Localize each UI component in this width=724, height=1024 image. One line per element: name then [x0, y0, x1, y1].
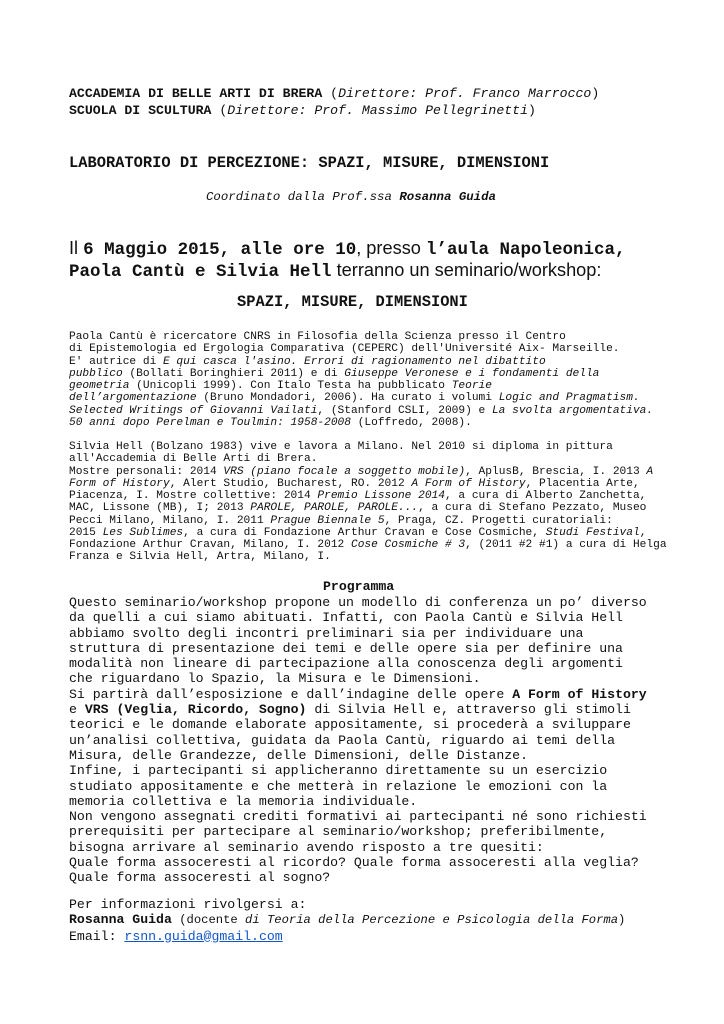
announcement-line-2: Paola Cantù e Silvia Hell terranno un seminario/workshop:	[69, 260, 602, 282]
lab-title: LABORATORIO DI PERCEZIONE: SPAZI, MISURE, DIMENSIONI	[69, 154, 550, 172]
event-place: l’aula Napoleonica,	[425, 240, 626, 260]
seminar-title: SPAZI, MISURE, DIMENSIONI	[237, 293, 468, 311]
bio-paola-cantu: Paola Cantù è ricercatore CNRS in Filosofia della Scienza presso il Centro di Epistemologia ed Ergologia Comparativa (CEPERC) dell'Université Aix- Marseille. E' autrice di E qui casca l'asino. Errori di ragionamento nel dibattito pubblico (Bollati Boringhieri 2011) e di Giuseppe Veronese e i fondamenti della geometria (Unicopli 1999). Con Italo Testa ha pubblicato Teorie dell’argomentazione (Bruno Mondadori, 2006). Ha curato i volumi Logic and Pragmatism. Selected Writings of Giovanni Vailati, (Stanford CSLI, 2009) e La svolta argomentativa. 50 anni dopo Perelman e Toulmin: 1958-2008 (Loffredo, 2008).	[69, 331, 654, 429]
email-link[interactable]: rsnn.guida@gmail.com	[124, 928, 283, 944]
program-text: Questo seminario/workshop propone un modello di conferenza un po’ diverso da quelli a cui siamo abituati. Infatti, con Paola Cantù e Silvia Hell abbiamo svolto degli incontri preliminari sia per individuare una struttura di presentazione dei temi e delle opere sia per definire una modalità non lineare di partecipazione alla conoscenza degli argomenti che riguardano lo Spazio, la Misura e le Dimensioni. Si partirà dall’esposizione e dall’indagine delle opere A Form of History e VRS (Veglia, Ricordo, Sogno) di Silvia Hell e, attraverso gli stimoli teorici e le domande elaborate appositamente, si procederà a sviluppare un’analisi collettiva, guidata da Paola Cantù, riguardo ai temi della Misura, delle Grandezze, delle Dimensioni, delle Distanze. Infine, i partecipanti si applicheranno direttamente su un esercizio studiato appositamente e che metterà in relazione le emozioni con la memoria collettiva e la memoria individuale. Non vengono assegnati crediti formativi ai partecipanti né sono richiesti prerequisiti per partecipare al seminario/workshop; preferibilmente, bisogna arrivare al seminario avendo risposto a tre quesiti: Quale forma assoceresti al ricordo? Quale forma assoceresti alla veglia? Quale forma assoceresti al sogno?	[69, 595, 647, 886]
event-date: 6 Maggio 2015, alle ore 10	[83, 240, 357, 260]
coordinator-name: Rosanna Guida	[399, 190, 496, 204]
contact-section: Per informazioni rivolgersi a: Rosanna Guida (docente di Teoria della Percezione e Psicologia della Forma) Email: rsnn.guida@gmail.com	[69, 897, 626, 944]
school-name: SCUOLA DI SCULTURA	[69, 103, 212, 118]
email-label: Email:	[69, 928, 125, 944]
academy-director: Direttore: Prof. Franco Marrocco	[338, 86, 592, 101]
school-director: Direttore: Prof. Massimo Pellegrinetti	[227, 103, 529, 118]
announcement-line-1: Il 6 Maggio 2015, alle ore 10, presso l’aula Napoleonica,	[69, 238, 626, 260]
contact-intro: Per informazioni rivolgersi a:	[69, 897, 307, 912]
coordinator-prefix: Coordinato dalla Prof.ssa	[206, 190, 392, 204]
academy-name: ACCADEMIA DI BELLE ARTI DI BRERA	[69, 86, 323, 101]
bio-silvia-hell: Silvia Hell (Bolzano 1983) vive e lavora a Milano. Nel 2010 si diploma in pittura all'Accademia di Belle Arti di Brera. Mostre personali: 2014 VRS (piano focale a soggetto mobile), AplusB, Brescia, I. 2013 A Form of History, Alert Studio, Bucharest, RO. 2012 A Form of History, Placentia Arte, Piacenza, I. Mostre collettive: 2014 Premio Lissone 2014, a cura di Alberto Zanchetta, MAC, Lissone (MB), I; 2013 PAROLE, PAROLE, PAROLE..., a cura di Stefano Pezzato, Museo Pecci Milano, Milano, I. 2011 Prague Biennale 5, Praga, CZ. Progetti curatoriali: 2015 Les Sublimes, a cura di Fondazione Arthur Cravan e Cose Cosmiche, Studi Festival, Fondazione Arthur Cravan, Milano, I. 2012 Cose Cosmiche # 3, (2011 #2 #1) a cura di Helga Franza e Silvia Hell, Artra, Milano, I.	[69, 441, 667, 564]
school-header: SCUOLA DI SCULTURA (Direttore: Prof. Massimo Pellegrinetti)	[69, 103, 536, 118]
contact-name: Rosanna Guida	[69, 912, 172, 928]
coordinator-line	[206, 190, 496, 204]
academy-header: ACCADEMIA DI BELLE ARTI DI BRERA (Direttore: Prof. Franco Marrocco)	[69, 86, 600, 101]
work-a-form-of-history: A Form of History	[512, 686, 647, 702]
event-speakers: Paola Cantù e Silvia Hell	[69, 262, 332, 282]
work-vrs: VRS (Veglia, Ricordo, Sogno)	[84, 702, 307, 718]
program-title: Programma	[323, 579, 395, 594]
